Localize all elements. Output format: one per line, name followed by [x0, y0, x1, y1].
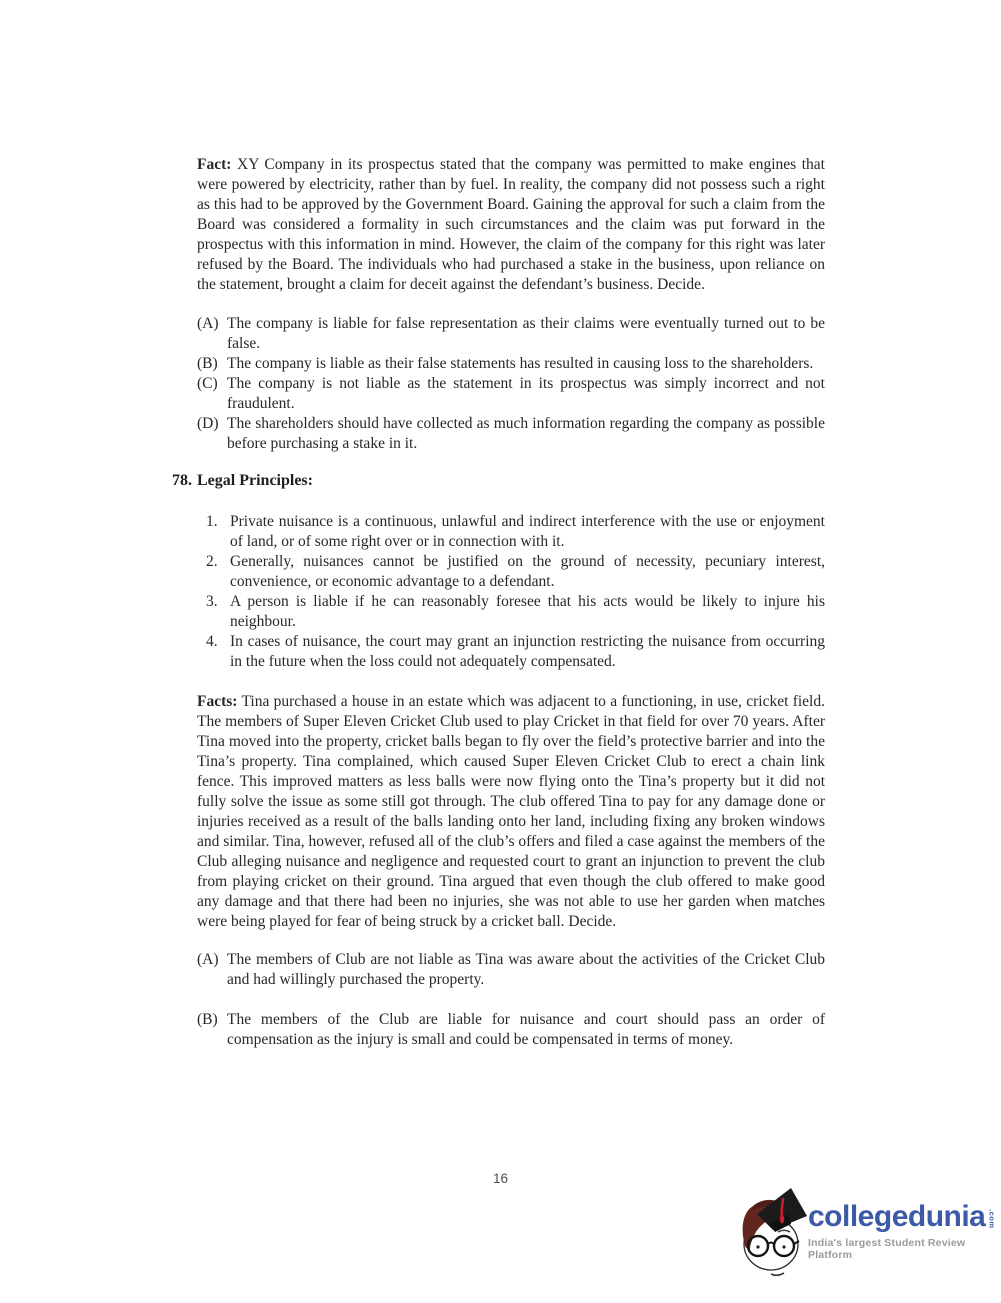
brand-tagline: India's largest Student Review Platform	[808, 1237, 966, 1261]
principle-4-text: In cases of nuisance, the court may grant an injunction restricting the nuisance from occurring in the future when the loss could not adequately compensated.	[230, 633, 825, 670]
fact-paragraph	[197, 155, 825, 295]
question-number: 78.	[172, 472, 192, 489]
q78-option-b-label: (B)	[197, 1011, 218, 1028]
principle-2-text: Generally, nuisances cannot be justified on the ground of necessity, pecuniary interest, convenience, or economic advantage to a defendant.	[230, 553, 825, 590]
option-b	[197, 354, 825, 374]
mascot-icon	[741, 1184, 807, 1280]
brand-name: collegedunia	[808, 1200, 986, 1233]
q78-option-a	[197, 950, 825, 990]
fact-label: Fact:	[197, 156, 232, 173]
principle-1-number: 1.	[206, 513, 218, 530]
logo-text-block	[808, 1184, 1001, 1261]
q78-option-a-text: The members of Club are not liable as Tina was aware about the activities of the Cricket Club and had willingly purchased the property.	[227, 951, 825, 988]
q78-option-b-text: The members of the Club are liable for nuisance and court should pass an order of compensation as the injury is small and could be compensated in terms of money.	[227, 1011, 825, 1048]
principle-2-number: 2.	[206, 553, 218, 570]
question-78-options	[197, 950, 825, 1050]
page-number: 16	[492, 1171, 509, 1186]
facts-paragraph	[197, 692, 825, 932]
principle-4	[197, 632, 825, 672]
option-c-text: The company is not liable as the statement in its prospectus was simply incorrect and not fraudulent.	[227, 375, 825, 412]
fact-text: XY Company in its prospectus stated that the company was permitted to make engines that were powered by electricity, rather than by fuel. In reality, the company did not possess such a right as this had to be approved by the Government Board. Gaining the approval for such a claim from the Board was considered a formality in such circumstances and the claim was put forward in the prospectus with this information in mind. However, the claim of the company for this right was later refused by the Board. The individuals who had purchased a stake in the business, upon reliance on the statement, brought a claim for deceit against the defendant’s business. Decide.	[197, 156, 825, 293]
facts-text: Tina purchased a house in an estate which was adjacent to a functioning, in use, cricket field. The members of Super Eleven Cricket Club used to play Cricket in that field for over 70 years. After Tina moved into the property, cricket balls began to fly over the field’s protective barrier and into the Tina’s property. Tina complained, which caused Super Eleven Cricket Club to erect a chain link fence. This improved matters as less balls were now flying onto the Tina’s property but it did not fully solve the issue as some still got through. The club offered Tina to pay for any damage done or injuries received as a result of the balls landing onto her land, including fixing any broken windows and similar. Tina, however, refused all of the club’s offers and filed a case against the members of the Club alleging nuisance and negligence and requested court to grant an injunction to prevent the club from playing cricket on their ground. Tina argued that even though the club offered to make good any damage and that there had been no injuries, she was not able to use her garden when matches were being played for fear of being struck by a cricket ball. Decide.	[197, 693, 825, 930]
principle-1	[197, 512, 825, 552]
principle-3-text: A person is liable if he can reasonably foresee that his acts would be likely to injure his neighbour.	[230, 593, 825, 630]
option-d-text: The shareholders should have collected as much information regarding the company as possible before purchasing a stake in it.	[227, 415, 825, 452]
option-d-label: (D)	[197, 415, 219, 432]
option-b-label: (B)	[197, 355, 218, 372]
prev-question-options	[197, 314, 825, 454]
principle-1-text: Private nuisance is a continuous, unlawful and indirect interference with the use or enjoyment of land, or of some right over or in connection with it.	[230, 513, 825, 550]
option-a-label: (A)	[197, 315, 219, 332]
principle-4-number: 4.	[206, 633, 218, 650]
option-a-text: The company is liable for false representation as their claims were eventually turned out to be false.	[227, 315, 825, 352]
question-78-heading	[172, 471, 825, 491]
facts-label: Facts:	[197, 693, 238, 710]
principle-3-number: 3.	[206, 593, 218, 610]
option-d	[197, 414, 825, 454]
option-c-label: (C)	[197, 375, 218, 392]
question-heading-text: Legal Principles:	[197, 472, 313, 489]
collegedunia-logo	[741, 1184, 1001, 1280]
legal-principles-list	[197, 512, 825, 672]
q78-option-b	[197, 1010, 825, 1050]
brand-row	[808, 1202, 1001, 1232]
q78-option-a-label: (A)	[197, 951, 219, 968]
option-b-text: The company is liable as their false statements has resulted in causing loss to the shareholders.	[227, 355, 814, 372]
option-c	[197, 374, 825, 414]
option-a	[197, 314, 825, 354]
principle-3	[197, 592, 825, 632]
question-content	[172, 155, 825, 1050]
principle-2	[197, 552, 825, 592]
brand-domain: .com	[987, 1209, 997, 1229]
